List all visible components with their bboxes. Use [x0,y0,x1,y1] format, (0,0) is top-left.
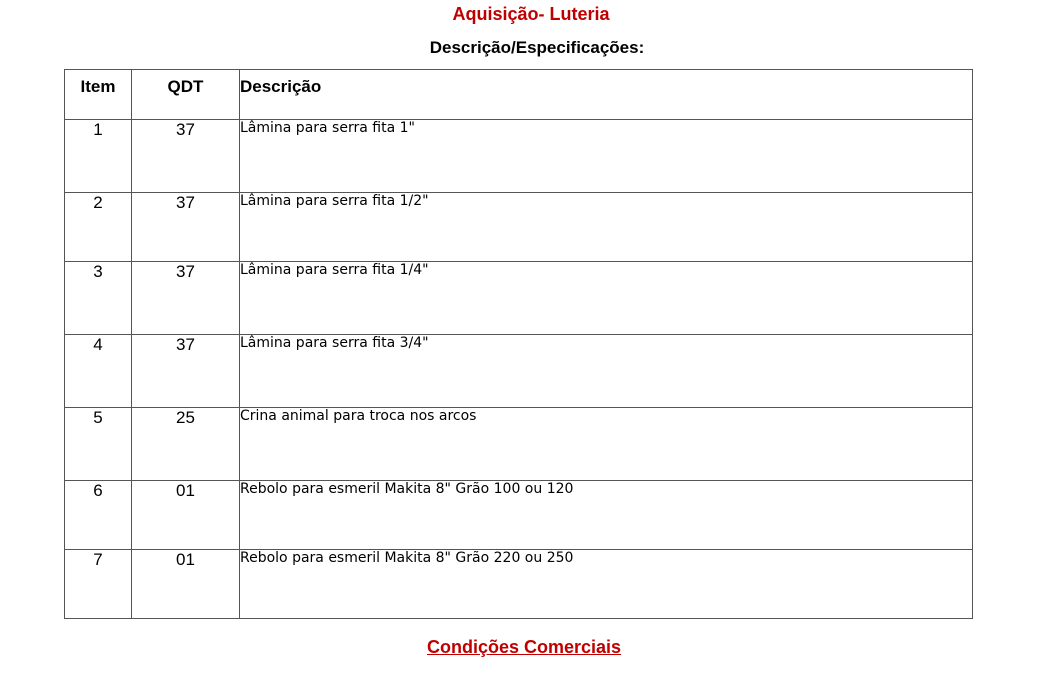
cell-qty: 37 [132,120,240,193]
cell-item: 6 [65,481,132,550]
cell-item: 2 [65,193,132,262]
cell-qty: 01 [132,550,240,619]
commercial-conditions-heading: Condições Comerciais [426,637,622,657]
document-title: Aquisição- Luteria [452,4,610,24]
table-row [65,262,973,335]
header-item: Item [65,70,132,120]
cell-description: Crina animal para troca nos arcos [240,408,973,481]
cell-item: 4 [65,335,132,408]
cell-item: 5 [65,408,132,481]
table-row [65,481,973,550]
cell-description: Lâmina para serra fita 1" [240,120,973,193]
table-row [65,193,973,262]
cell-item: 3 [65,262,132,335]
section-subtitle: Descrição/Especificações: [429,38,645,57]
cell-item: 1 [65,120,132,193]
cell-description: Lâmina para serra fita 3/4" [240,335,973,408]
cell-description: Rebolo para esmeril Makita 8" Grão 220 ou 250 [240,550,973,619]
header-qty: QDT [132,70,240,120]
table-header-row [65,70,973,120]
items-table [64,69,973,619]
table-row [65,335,973,408]
cell-description: Lâmina para serra fita 1/2" [240,193,973,262]
cell-qty: 01 [132,481,240,550]
cell-qty: 37 [132,262,240,335]
table-row [65,550,973,619]
table-row [65,120,973,193]
cell-description: Rebolo para esmeril Makita 8" Grão 100 ou 120 [240,481,973,550]
cell-qty: 25 [132,408,240,481]
header-description: Descrição [240,70,973,120]
cell-qty: 37 [132,335,240,408]
cell-item: 7 [65,550,132,619]
cell-qty: 37 [132,193,240,262]
cell-description: Lâmina para serra fita 1/4" [240,262,973,335]
table-row [65,408,973,481]
